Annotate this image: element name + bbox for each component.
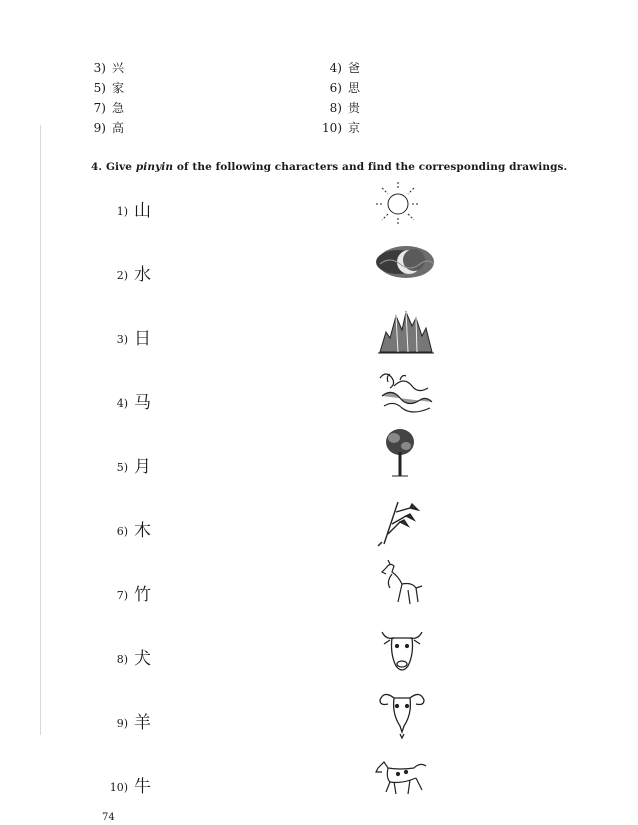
- list-item: 3) 兴: [93, 61, 125, 75]
- list-item: 9) 羊: [116, 713, 151, 733]
- list-item: 4) 爸: [329, 61, 361, 75]
- list-item: 8) 贵: [329, 101, 361, 115]
- list-item: 5) 月: [116, 457, 151, 477]
- tree-icon: [370, 426, 430, 482]
- list-item: 2) 水: [116, 265, 151, 285]
- list-item: 9) 高: [93, 121, 125, 135]
- list-item: 7) 竹: [116, 585, 151, 605]
- list-item: 7) 急: [93, 101, 125, 115]
- moon-icon: [376, 236, 436, 292]
- ox-icon: [372, 622, 432, 678]
- sun-icon: [368, 178, 428, 234]
- water-icon: [374, 366, 434, 422]
- goat-icon: [372, 684, 432, 740]
- bamboo-icon: [370, 494, 430, 550]
- exercise-instruction: 4. Give pinyin of the following characters and find the corresponding drawings.: [91, 161, 568, 173]
- list-item: 3) 日: [116, 329, 151, 349]
- horse-icon: [372, 558, 432, 614]
- list-item: 6) 思: [329, 81, 361, 95]
- list-item: 4) 马: [116, 393, 151, 413]
- mountain-icon: [376, 302, 436, 358]
- list-item: 8) 犬: [116, 649, 151, 669]
- dog-icon: [372, 750, 432, 806]
- list-item: 1) 山: [116, 201, 151, 221]
- list-item: 6) 木: [116, 521, 151, 541]
- list-item: 10) 牛: [109, 777, 151, 797]
- list-item: 5) 家: [93, 81, 125, 95]
- exercise-number: 4.: [91, 161, 103, 173]
- page-number: 74: [102, 812, 115, 823]
- pinyin-term: pinyin: [135, 161, 174, 173]
- list-item: 10) 京: [322, 121, 361, 135]
- binding-line: [40, 125, 41, 735]
